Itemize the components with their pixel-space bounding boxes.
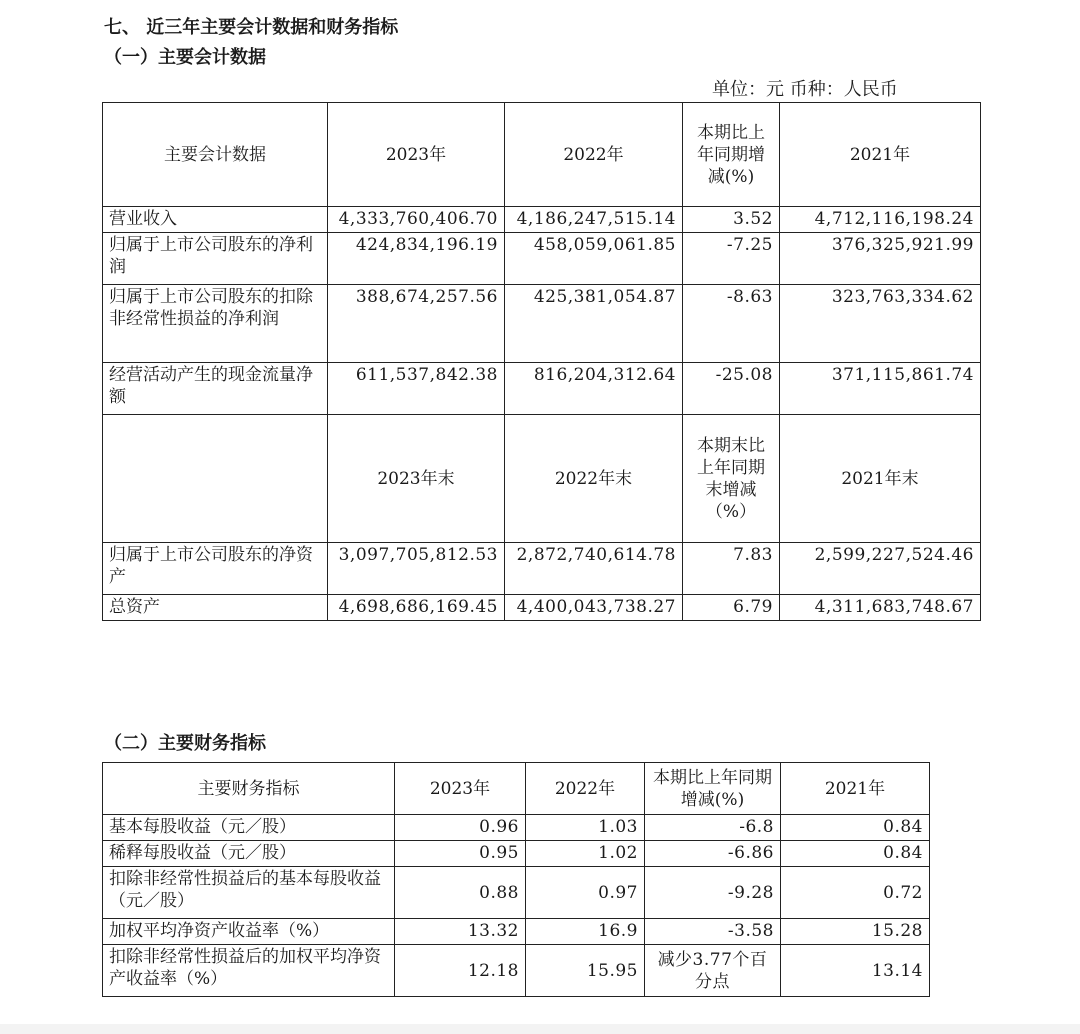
header-cell: 主要会计数据 (103, 103, 328, 207)
header-cell: 本期比上年同期增减(%) (645, 763, 781, 815)
value-cell: 13.14 (781, 945, 930, 997)
row-label: 扣除非经常性损益后的基本每股收益（元／股） (103, 867, 395, 919)
change-cell: -3.58 (645, 919, 781, 945)
header-cell: 2022年 (526, 763, 645, 815)
row-label: 营业收入 (103, 207, 328, 233)
table-row (103, 867, 930, 919)
change-cell: 7.83 (683, 543, 780, 595)
row-label: 归属于上市公司股东的扣除非经常性损益的净利润 (103, 285, 328, 363)
value-cell: 0.72 (781, 867, 930, 919)
table-row (103, 285, 981, 363)
value-cell: 1.02 (526, 841, 645, 867)
value-cell: 4,333,760,406.70 (328, 207, 505, 233)
row-label: 归属于上市公司股东的净资产 (103, 543, 328, 595)
change-cell: -9.28 (645, 867, 781, 919)
table-row (103, 363, 981, 415)
row-label: 扣除非经常性损益后的加权平均净资产收益率（%） (103, 945, 395, 997)
value-cell: 0.96 (395, 815, 526, 841)
part1-heading: （一）主要会计数据 (104, 47, 266, 68)
change-cell: -8.63 (683, 285, 780, 363)
value-cell: 2,599,227,524.46 (780, 543, 981, 595)
value-cell: 611,537,842.38 (328, 363, 505, 415)
page-bottom-edge (0, 1024, 1080, 1034)
value-cell: 1.03 (526, 815, 645, 841)
value-cell: 424,834,196.19 (328, 233, 505, 285)
header-cell: 2022年 (505, 103, 683, 207)
value-cell: 4,400,043,738.27 (505, 595, 683, 621)
change-cell: -7.25 (683, 233, 780, 285)
table-header-row (103, 763, 930, 815)
value-cell: 4,712,116,198.24 (780, 207, 981, 233)
header-cell: 2023年末 (328, 415, 505, 543)
value-cell: 388,674,257.56 (328, 285, 505, 363)
table-row (103, 919, 930, 945)
row-label: 总资产 (103, 595, 328, 621)
value-cell: 0.88 (395, 867, 526, 919)
value-cell: 0.95 (395, 841, 526, 867)
value-cell: 15.95 (526, 945, 645, 997)
change-cell: -25.08 (683, 363, 780, 415)
table-row (103, 207, 981, 233)
table-row (103, 595, 981, 621)
value-cell: 323,763,334.62 (780, 285, 981, 363)
header-cell: 本期比上年同期增减(%) (683, 103, 780, 207)
value-cell: 0.84 (781, 841, 930, 867)
value-cell: 16.9 (526, 919, 645, 945)
header-cell: 主要财务指标 (103, 763, 395, 815)
value-cell: 425,381,054.87 (505, 285, 683, 363)
change-cell: -6.86 (645, 841, 781, 867)
change-cell: 3.52 (683, 207, 780, 233)
value-cell: 816,204,312.64 (505, 363, 683, 415)
header-cell: 2022年末 (505, 415, 683, 543)
table-row (103, 233, 981, 285)
header-cell: 2023年 (328, 103, 505, 207)
financial-indicators-table (102, 762, 930, 997)
header-cell: 2023年 (395, 763, 526, 815)
value-cell: 458,059,061.85 (505, 233, 683, 285)
row-label: 归属于上市公司股东的净利润 (103, 233, 328, 285)
value-cell: 3,097,705,812.53 (328, 543, 505, 595)
table-row (103, 841, 930, 867)
change-cell: 减少3.77个百分点 (645, 945, 781, 997)
value-cell: 2,872,740,614.78 (505, 543, 683, 595)
table-row (103, 543, 981, 595)
header-cell: 2021年 (781, 763, 930, 815)
change-cell: 6.79 (683, 595, 780, 621)
table-header-row (103, 415, 981, 543)
unit-note: 单位：元 币种：人民币 (712, 79, 898, 100)
table-row (103, 945, 930, 997)
value-cell: 0.84 (781, 815, 930, 841)
part2-heading: （二）主要财务指标 (104, 733, 266, 754)
value-cell: 15.28 (781, 919, 930, 945)
accounting-data-table (102, 102, 981, 621)
table-row (103, 815, 930, 841)
value-cell: 0.97 (526, 867, 645, 919)
header-cell (103, 415, 328, 543)
value-cell: 371,115,861.74 (780, 363, 981, 415)
section-title: 七、 近三年主要会计数据和财务指标 (104, 17, 399, 38)
value-cell: 4,311,683,748.67 (780, 595, 981, 621)
row-label: 经营活动产生的现金流量净额 (103, 363, 328, 415)
row-label: 加权平均净资产收益率（%） (103, 919, 395, 945)
row-label: 稀释每股收益（元／股） (103, 841, 395, 867)
row-label: 基本每股收益（元／股） (103, 815, 395, 841)
value-cell: 12.18 (395, 945, 526, 997)
header-cell: 本期末比上年同期末增减（%） (683, 415, 780, 543)
header-cell: 2021年 (780, 103, 981, 207)
value-cell: 4,698,686,169.45 (328, 595, 505, 621)
header-cell: 2021年末 (780, 415, 981, 543)
change-cell: -6.8 (645, 815, 781, 841)
table-header-row (103, 103, 981, 207)
value-cell: 13.32 (395, 919, 526, 945)
value-cell: 4,186,247,515.14 (505, 207, 683, 233)
value-cell: 376,325,921.99 (780, 233, 981, 285)
